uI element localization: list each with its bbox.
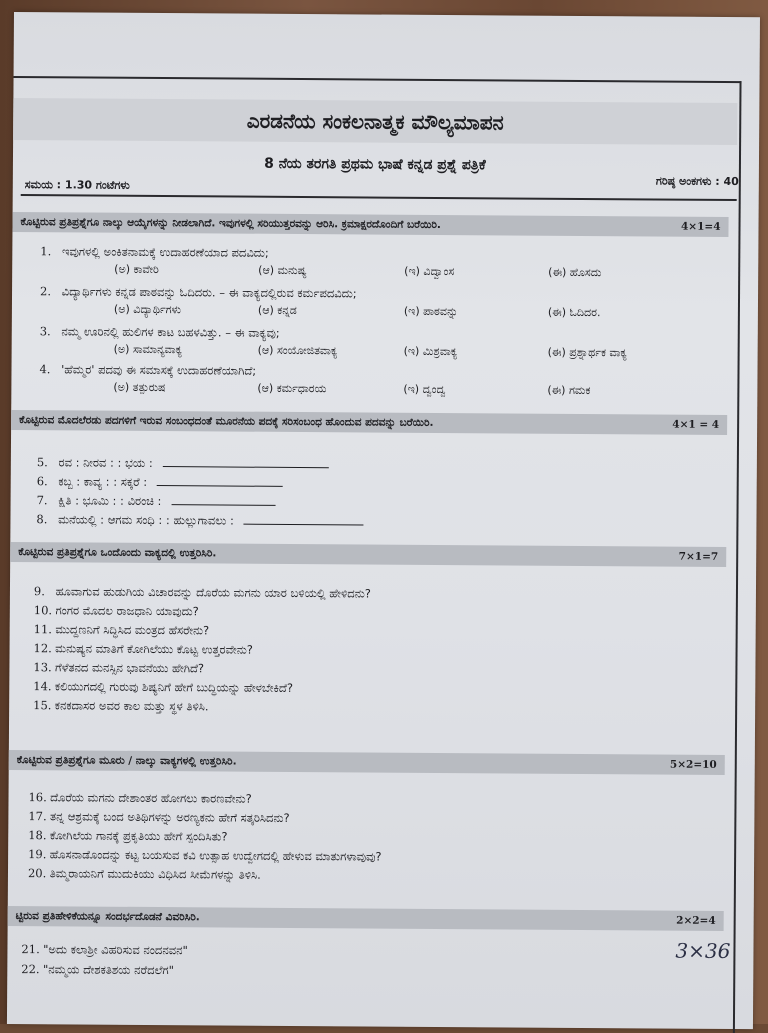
- question-number: 15.: [33, 698, 52, 713]
- option-d: (ಈ) ಓದಿದರ.: [547, 305, 601, 320]
- question-item: [21, 942, 187, 958]
- option-d: (ಈ) ಹೊಸದು: [548, 265, 602, 280]
- question-text: ದೊರೆಯ ಮಗನು ದೇಶಾಂತರ ಹೋಗಲು ಕಾರಣವೇನು?: [50, 790, 252, 806]
- option-b: (ಆ) ಕನ್ನಡ: [257, 303, 297, 317]
- option-c: (ಇ) ವಿದ್ವಾಂಸ: [404, 264, 455, 279]
- question-text: ಮುದ್ದಣನಿಗೆ ಸಿದ್ಧಿಸಿದ ಮಂತ್ರದ ಹೆಸರೇನು?: [55, 622, 210, 638]
- question-number: 8.: [36, 512, 48, 527]
- answer-blank: [244, 513, 364, 526]
- section-instruction: ಟ್ಟಿರುವ ಪ್ರತಿಹೇಳಿಕೆಯನ್ನೂ ಸಂದರ್ಭದೊಡನೆ ವಿವರಿಸಿರಿ.: [15, 910, 200, 924]
- option-d: (ಈ) ಗಮಕ: [547, 383, 591, 398]
- question-number: 14.: [33, 679, 52, 694]
- question-number: 13.: [33, 660, 52, 675]
- question-number: 6.: [36, 474, 48, 489]
- option-a: (ಅ) ಕಾವೇರಿ: [114, 262, 159, 277]
- question-number: 19.: [28, 847, 47, 862]
- section-marks: 7×1=7: [678, 550, 719, 563]
- question-item: [40, 284, 357, 301]
- question-text: ವಿದ್ಯಾರ್ಥಿಗಳು ಕನ್ನಡ ಪಾಠವನ್ನು ಓದಿದರು. – ಈ ವಾಕ್ಯದಲ್ಲಿರುವ ಕರ್ಮಪದವಿದು;: [61, 284, 357, 301]
- option-b: (ಆ) ಸಂಯೋಜಿತವಾಕ್ಯ: [257, 343, 338, 358]
- question-item: [34, 603, 199, 619]
- question-text: ನಮ್ಮ ಊರಿನಲ್ಲಿ ಹುಲಿಗಳ ಕಾಟ ಬಹಳವಿತ್ತು. – ಈ ವಾಕ್ಯವು;: [61, 324, 280, 340]
- question-text: 'ಹೆಮ್ಮರ' ಪದವು ಈ ಸಮಾಸಕ್ಕೆ ಉದಾಹರಣೆಯಾಗಿದೆ;: [61, 362, 257, 378]
- question-number: 5.: [36, 455, 48, 470]
- question-item: [40, 244, 269, 261]
- question-number: 20.: [27, 866, 47, 881]
- section-marks: 4×1=4: [680, 220, 721, 233]
- exam-title: ಎರಡನೆಯ ಸಂಕಲನಾತ್ಮಕ ಮೌಲ್ಯಮಾಪನ: [13, 98, 737, 145]
- question-item: [34, 622, 210, 638]
- question-item: [40, 324, 280, 341]
- question-number: 22.: [21, 962, 40, 977]
- question-text: ಗಂಗರ ಮೊದಲ ರಾಜಧಾನಿ ಯಾವುದು?: [55, 603, 199, 619]
- question-number: 9.: [33, 584, 45, 599]
- answer-blank: [171, 493, 275, 506]
- question-number: 16.: [28, 790, 47, 805]
- question-item: [28, 866, 261, 883]
- question-text: ತಿಮ್ಮರಾಯನಿಗೆ ಮುದುಕಿಯು ವಿಧಿಸಿದ ಸೀಮೆಗಳನ್ನು ತಿಳಿಸಿ.: [49, 866, 261, 882]
- handwritten-note: 3×36: [675, 938, 731, 964]
- question-text: ಕ್ಷಿತಿ : ಭೂಮಿ : : ವಿರಂಚಿ :: [58, 493, 162, 509]
- option-a: (ಅ) ಸಾಮಾನ್ಯವಾಕ್ಯ: [113, 342, 183, 357]
- analogy-item: [36, 511, 363, 529]
- question-number: 2.: [40, 284, 52, 299]
- analogy-item: [37, 473, 283, 491]
- question-number: 11.: [33, 622, 53, 637]
- analogy-item: [37, 492, 276, 510]
- section-instruction: ಕೊಟ್ಟಿರುವ ಪ್ರತಿಪ್ರಶ್ನೆಗೂ ಒಂದೊಂದು ವಾಕ್ಯದಲ್ಲಿ ಉತ್ತರಿಸಿರಿ.: [18, 546, 217, 560]
- section-marks: 4×1 = 4: [672, 418, 720, 431]
- question-text: ಕಬ್ಬ : ಕಾವ್ಯ : : ಸಕ್ಕರೆ :: [58, 474, 148, 489]
- option-a: (ಅ) ತತ್ಪುರುಷ: [113, 380, 166, 395]
- question-text: ಕನಕದಾಸರ ಅವರ ಕಾಲ ಮತ್ತು ಸ್ಥಳ ತಿಳಿಸಿ.: [54, 698, 209, 714]
- question-number: 10.: [33, 603, 53, 618]
- option-c: (ಇ) ಪಾಠವನ್ನು: [403, 304, 459, 319]
- exam-time: ಸಮಯ : 1.30 ಗಂಟೆಗಳು: [24, 178, 130, 192]
- question-item: [39, 362, 256, 379]
- section-marks: 2×2=4: [676, 914, 716, 927]
- question-text: "ನಮ್ಮಯ ದೇಶಕತಿಶಯ ನರೆದಲೆಗ": [42, 962, 175, 978]
- question-number: 12.: [33, 641, 52, 656]
- option-d: (ಈ) ಪ್ರಶ್ನಾರ್ಥಕ ವಾಕ್ಯ: [547, 345, 627, 360]
- question-item: [34, 584, 371, 601]
- question-number: 17.: [28, 809, 47, 824]
- question-item: [28, 828, 227, 844]
- option-c: (ಇ) ಮಿಶ್ರವಾಕ್ಯ: [403, 344, 458, 359]
- question-item: [28, 790, 251, 807]
- question-number: 1.: [40, 244, 52, 259]
- question-text: ಹೂವಾಗುವ ಹುಡುಗಿಯ ವಿಚಾರವನ್ನು ದೊರೆಯ ಮಗನು ಯಾರ ಬಳಿಯಲ್ಲಿ ಹೇಳಿದನು?: [55, 584, 371, 601]
- exam-max-marks: ಗರಿಷ್ಠ ಅಂಕಗಳು : 40: [655, 174, 739, 189]
- question-item: [33, 698, 208, 714]
- option-b: (ಆ) ಕರ್ಮಧಾರಯ: [257, 381, 327, 396]
- option-b: (ಆ) ಮನುಷ್ಯ: [258, 263, 307, 278]
- question-item: [28, 847, 382, 864]
- question-item: [33, 660, 204, 676]
- question-text: ರವ : ನೀರವ : : ಭಯ :: [58, 455, 153, 470]
- question-paper: [7, 12, 760, 1029]
- question-text: ತನ್ನ ಆಶ್ರಮಕ್ಕೆ ಬಂದ ಅತಿಥಿಗಳನ್ನು ಅರಣ್ಯಕನು ಹೇಗೆ ಸತ್ಕರಿಸಿದನು?: [49, 809, 290, 825]
- question-number: 21.: [21, 942, 40, 957]
- question-text: ಗೆಳೆತನದ ಮನಸ್ಸಿನ ಭಾವನೆಯು ಹೇಗಿದೆ?: [55, 660, 205, 676]
- answer-blank: [162, 455, 328, 468]
- question-item: [28, 809, 289, 826]
- question-text: ಮನೆಯಲ್ಲಿ : ಆಗಮ ಸಂಧಿ : : ಹುಲ್ಲುಗಾವಲು :: [58, 512, 234, 528]
- section-instruction: ಕೊಟ್ಟಿರುವ ಪ್ರತಿಪ್ರಶ್ನೆಗೂ ನಾಲ್ಕು ಆಯ್ಕೆಗಳನ್ನು ನೀಡಲಾಗಿದೆ. ಇವುಗಳಲ್ಲಿ ಸರಿಯುತ್ತರವನ್ನು ಆರಿಸಿ. ಕ್ರಮಾಕ್ಷರದೊಂದಿಗೆ ಬರೆಯಿರಿ.: [20, 216, 441, 231]
- option-c: (ಇ) ದ್ವಂದ್ವ: [403, 382, 446, 397]
- option-a: (ಅ) ವಿದ್ಯಾರ್ಥಿಗಳು: [113, 302, 182, 317]
- question-text: ಕೋಗಿಲೆಯ ಗಾನಕ್ಕೆ ಪ್ರಕೃತಿಯು ಹೇಗೆ ಸ್ಪಂದಿಸಿತು?: [49, 828, 228, 844]
- answer-blank: [157, 474, 283, 487]
- question-text: ಇವುಗಳಲ್ಲಿ ಅಂಕಿತನಾಮಕ್ಕೆ ಉದಾಹರಣೆಯಾದ ಪದವಿದು;: [61, 244, 269, 260]
- question-number: 18.: [28, 828, 47, 843]
- question-number: 7.: [36, 493, 48, 508]
- question-text: ಮನುಷ್ಯನ ಮಾತಿಗೆ ಕೋಗಿಲೆಯು ಕೊಟ್ಟ ಉತ್ತರವೇನು?: [55, 641, 253, 657]
- analogy-item: [37, 454, 329, 472]
- question-item: [34, 641, 253, 658]
- section-marks: 5×2=10: [669, 758, 717, 771]
- section-instruction: ಕೊಟ್ಟಿರುವ ಪ್ರತಿಪ್ರಶ್ನೆಗೂ ಮೂರು / ನಾಲ್ಕು ವಾಕ್ಯಗಳಲ್ಲಿ ಉತ್ತರಿಸಿರಿ.: [16, 754, 237, 768]
- question-item: [21, 962, 174, 978]
- question-text: ಹೊಸನಾಡೊಂದನ್ನು ಕಟ್ಟ ಬಯಸುವ ಕವಿ ಉತ್ಸಾಹ ಉದ್ವೇಗದಲ್ಲಿ ಹೇಳುವ ಮಾತುಗಳಾವುವು?: [49, 847, 382, 864]
- section-instruction: ಕೊಟ್ಟಿರುವ ಮೊದಲೆರಡು ಪದಗಳಿಗೆ ಇರುವ ಸಂಬಂಧದಂತೆ ಮೂರನೆಯ ಪದಕ್ಕೆ ಸರಿಸಂಬಂಧ ಹೊಂದುವ ಪದವನ್ನು ಬರೆಯಿರಿ.: [19, 414, 434, 429]
- question-text: ಕಲಿಯುಗದಲ್ಲಿ ಗುರುವು ಶಿಷ್ಯನಿಗೆ ಹೇಗೆ ಬುದ್ಧಿಯನ್ನು ಹೇಳಬೇಕಿದೆ?: [54, 679, 294, 695]
- question-item: [33, 679, 293, 696]
- question-text: "ಅದು ಕಲಾಶ್ರೀ ವಿಹರಿಸುವ ನಂದನವನ": [43, 942, 188, 958]
- exam-subtitle: 8 ನೆಯ ತರಗತಿ ಪ್ರಥಮ ಭಾಷೆ ಕನ್ನಡ ಪ್ರಶ್ನೆ ಪತ್ರಿಕೆ: [264, 155, 486, 174]
- question-number: 3.: [39, 324, 51, 339]
- question-number: 4.: [39, 362, 51, 377]
